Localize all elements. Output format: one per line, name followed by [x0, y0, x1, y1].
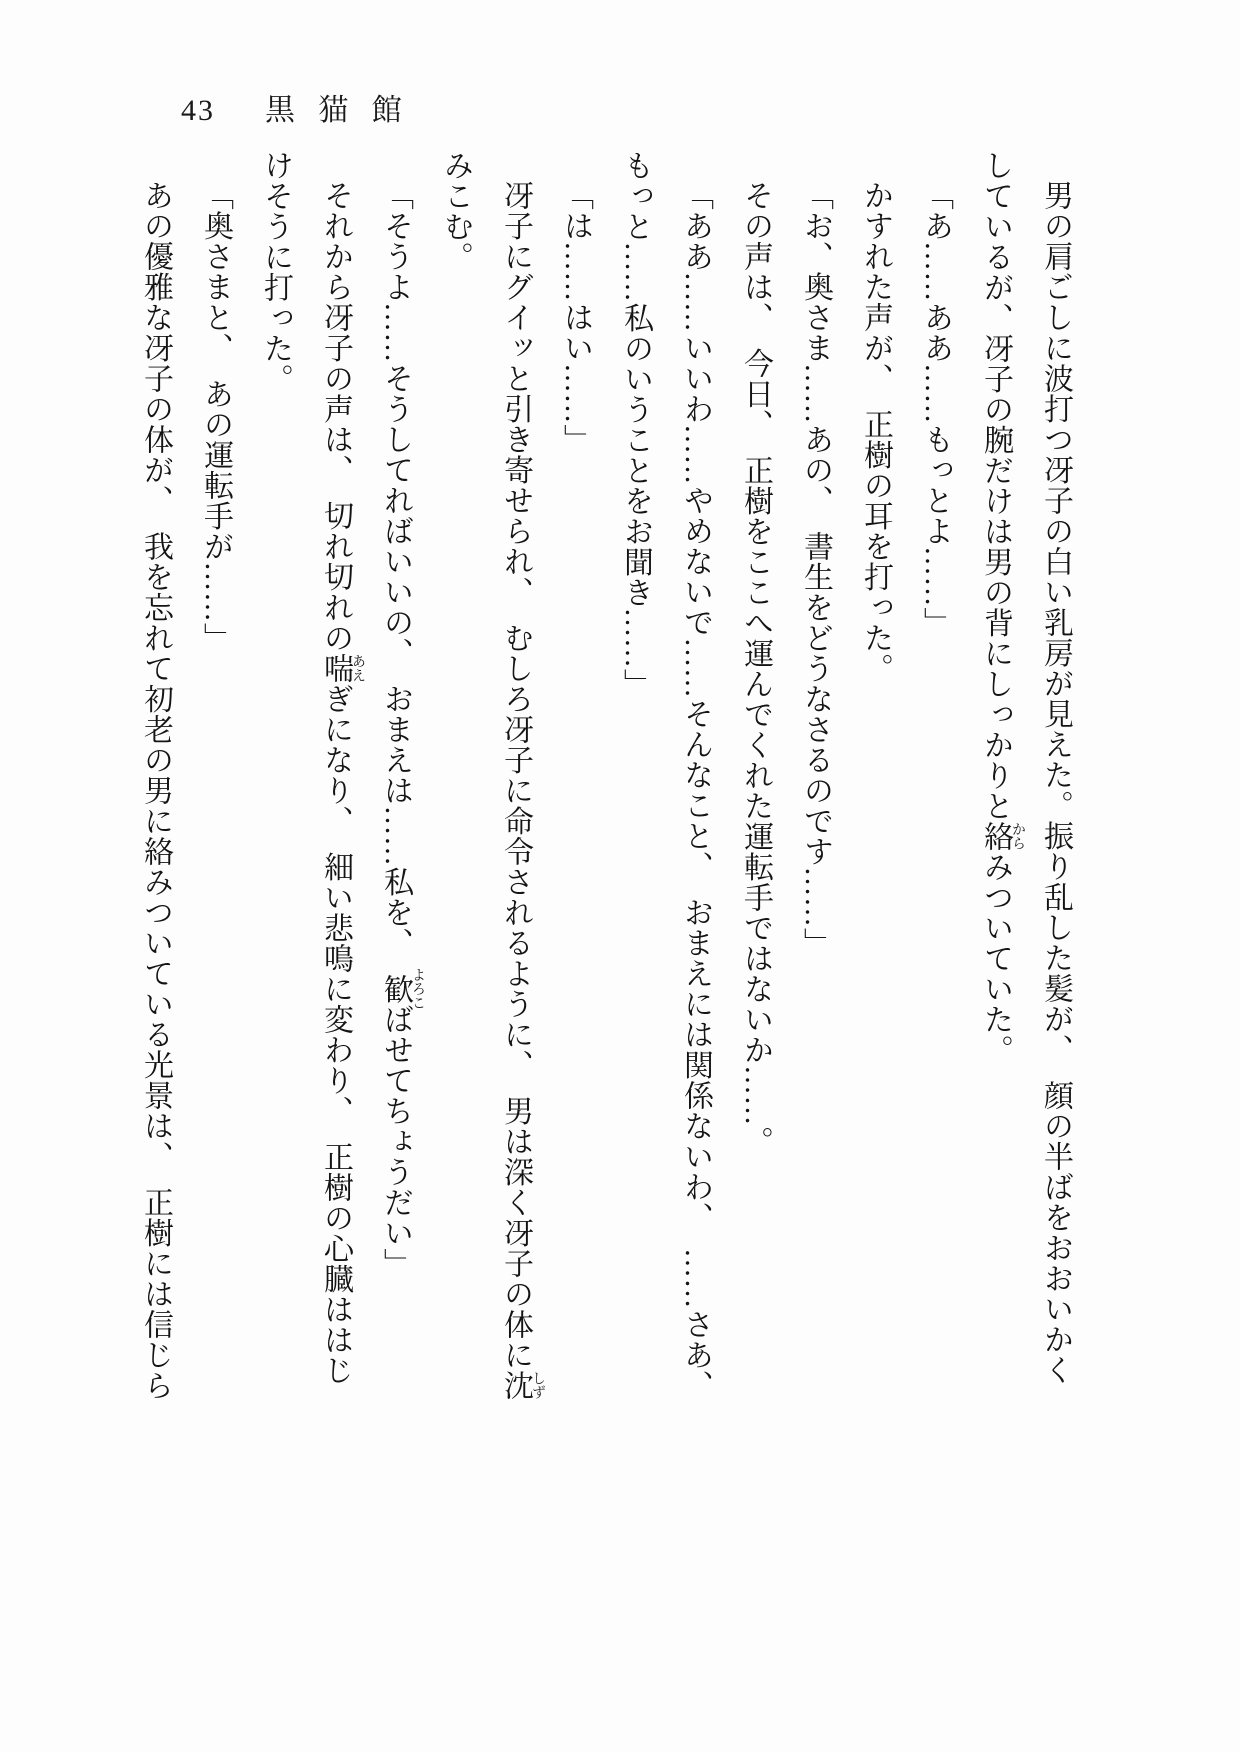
book-title: 黒猫館: [265, 94, 426, 127]
paragraph-narration: あの優雅な冴子の体が、 我を忘れて初老の男に絡みついている光景は、 正樹には信じら: [139, 180, 172, 1401]
furigana-annotation: 沈しず: [499, 1370, 545, 1401]
paragraph-narration: その声は、 今日、 正樹をここへ運んでくれた運転手ではないか……。: [739, 180, 772, 1157]
paragraph-dialogue: 「奥さまと、 あの運転手が……」: [199, 180, 232, 653]
furigana-annotation: 絡から: [979, 821, 1025, 852]
text-block: [125, 150, 1085, 1402]
paragraph-dialogue: 「は……はい……」: [559, 180, 592, 455]
paragraph-narration: それから冴子の声は、 切れ切れの喘あえぎになり、 細い悲鳴に変わり、 正樹の心臓ははじけそうに打った。: [259, 150, 365, 1386]
paragraph-dialogue: 「ああ……いいわ……やめないで……そんなこと、 おまえには関係ないわ、 ……さあ、もっと……私のいうことをお聞き……」: [619, 150, 712, 1401]
paragraph-narration: かすれた声が、 正樹の耳を打った。: [859, 180, 892, 684]
furigana-annotation: 歓よろこ: [379, 967, 425, 1010]
furigana-annotation: 喘あえ: [319, 653, 365, 684]
paragraph-dialogue: 「あ……ああ……もっとよ……」: [919, 180, 952, 638]
page-header: [181, 92, 425, 130]
paragraph-narration: 冴子にグイッと引き寄せられ、 むしろ冴子に命令されるように、 男は深く冴子の体に沈しずみこむ。: [439, 150, 545, 1401]
paragraph-dialogue: 「そうよ……そうしてればいいの、 おまえは……私を、 歓よろこばせてちょうだい」: [379, 180, 425, 1279]
paragraph-dialogue: 「お、奥さま……あの、 書生をどうなさるのです……」: [799, 180, 832, 958]
paragraph-narration: 男の肩ごしに波打つ冴子の白い乳房が見えた。振り乱した髪が、 顔の半ばをおおいかくしているが、冴子の腕だけは男の背にしっかりと絡からみついていた。: [979, 150, 1072, 1385]
page-number: 43: [181, 94, 215, 127]
